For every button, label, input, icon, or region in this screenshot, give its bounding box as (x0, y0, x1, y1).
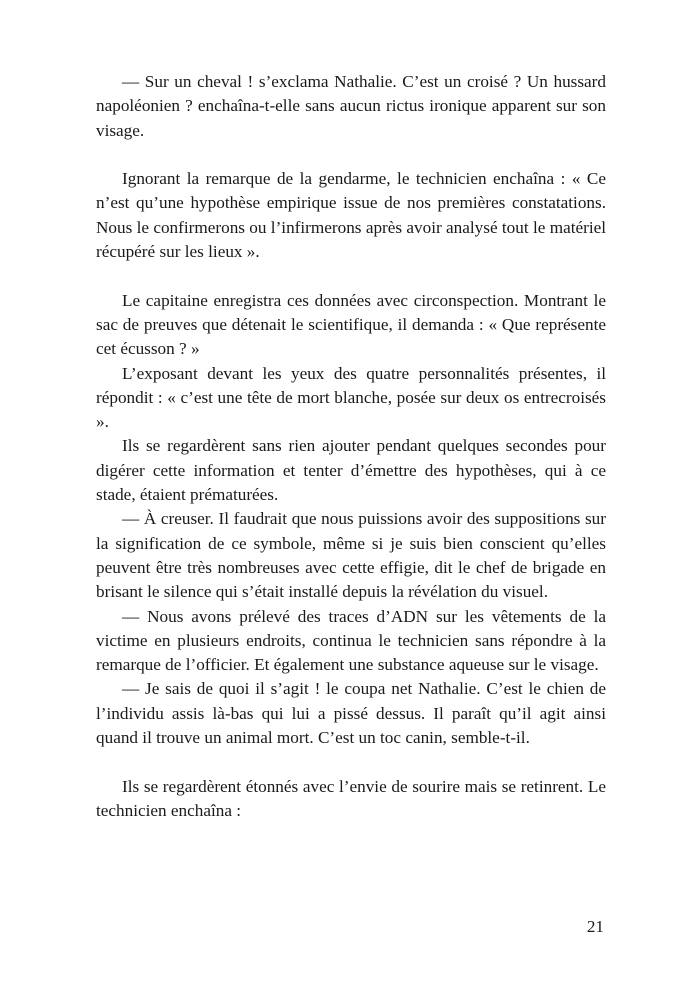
paragraph: Ils se regardèrent sans rien ajouter pendant quelques secondes pour digérer cette information et tenter d’émettre des hypothèses, qui à ce stade, étaient prématurées. (96, 436, 606, 505)
paragraph: — À creuser. Il faudrait que nous puissions avoir des suppositions sur la signification de ce symbole, même si je suis bien conscient qu’elles peuvent être très nombreuses avec cette effigie, dit le chef de brigade en brisant le silence qui s’était installé depuis la révélation du visuel. (96, 509, 606, 602)
body-text (96, 70, 606, 823)
paragraph: L’exposant devant les yeux des quatre personnalités présentes, il répondit : « c’est une tête de mort blanche, posée sur deux os entrecroisés ». (96, 363, 606, 432)
paragraph: — Je sais de quoi il s’agit ! le coupa net Nathalie. C’est le chien de l’individu assis là-bas qui lui a pissé dessus. Il paraît qu’il agit ainsi quand il trouve un animal mort. C’est un toc canin, semble-t-il. (96, 679, 606, 748)
paragraph: Ignorant la remarque de la gendarme, le technicien enchaîna : « Ce n’est qu’une hypothèse empirique issue de nos premières constatations. Nous le confirmerons ou l’infirmerons après avoir analysé tout le matériel récupéré sur les lieux ». (96, 169, 606, 262)
paragraph: Le capitaine enregistra ces données avec circonspection. Montrant le sac de preuves que détenait le scientifique, il demanda : « Que représente cet écusson ? » (96, 290, 606, 359)
paragraph: — Sur un cheval ! s’exclama Nathalie. C’est un croisé ? Un hussard napoléonien ? enchaîna-t-elle sans aucun rictus ironique apparent sur son visage. (96, 72, 606, 140)
page-number: 21 (586, 917, 604, 936)
paragraph: — Nous avons prélevé des traces d’ADN sur les vêtements de la victime en plusieurs endroits, continua le technicien sans répondre à la remarque de l’officier. Et également une substance aqueuse sur le visage. (96, 606, 606, 675)
paragraph: Ils se regardèrent étonnés avec l’envie de sourire mais se retinrent. Le technicien enchaîna : (96, 776, 606, 820)
